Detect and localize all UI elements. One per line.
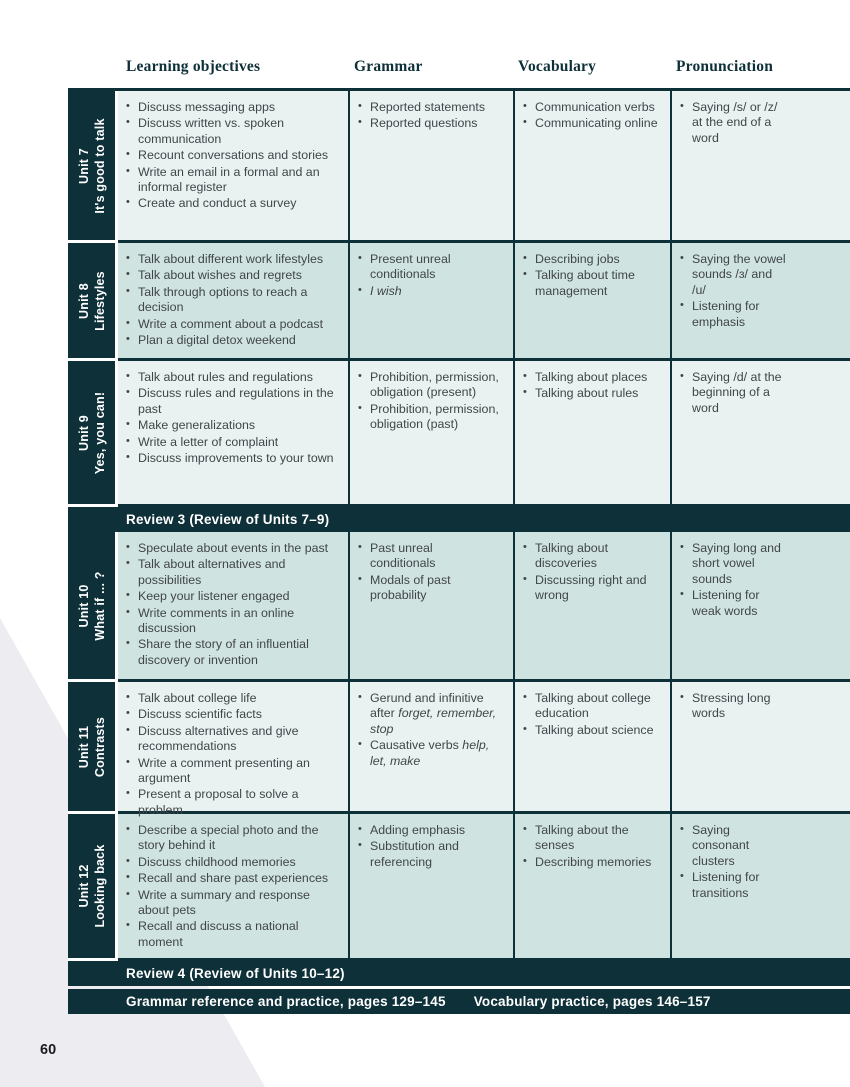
objectives-cell xyxy=(118,814,348,961)
pronunciation-cell xyxy=(670,814,850,961)
objectives-item: • Speculate about events in the past xyxy=(126,541,336,556)
review-label: Review 3 (Review of Units 7–9) xyxy=(126,512,330,527)
vocabulary-item: • Talking about the senses xyxy=(523,823,658,854)
vocabulary-item: • Talking about discoveries xyxy=(523,541,658,572)
unit-row xyxy=(68,532,850,682)
grammar-cell xyxy=(348,682,513,814)
vocabulary-list xyxy=(523,691,658,738)
unit-number: Unit 9 xyxy=(76,414,91,451)
unit-number: Unit 10 xyxy=(76,583,91,628)
unit-tab-label xyxy=(76,391,108,474)
vocabulary-list xyxy=(523,823,658,870)
vocabulary-list xyxy=(523,370,658,402)
grammar-item: • I wish xyxy=(358,284,501,299)
objectives-cell xyxy=(118,91,348,243)
grammar-cell xyxy=(348,91,513,243)
objectives-item: • Discuss scientific facts xyxy=(126,707,336,722)
grammar-list xyxy=(358,252,501,299)
objectives-list xyxy=(126,823,336,950)
pronunciation-item: • Saying consonant clusters xyxy=(680,823,788,869)
vocabulary-cell xyxy=(513,361,670,507)
objectives-item: • Talk about college life xyxy=(126,691,336,706)
vocabulary-cell xyxy=(513,682,670,814)
vocabulary-item: • Talking about time management xyxy=(523,268,658,299)
objectives-item: • Recall and discuss a national moment xyxy=(126,919,336,950)
unit-row xyxy=(68,243,850,361)
pronunciation-cell xyxy=(670,361,850,507)
vocabulary-list xyxy=(523,100,658,132)
objectives-item: • Discuss rules and regulations in the past xyxy=(126,386,336,417)
vocabulary-item: • Communicating online xyxy=(523,116,658,131)
pronunciation-list xyxy=(680,823,788,901)
grammar-cell xyxy=(348,243,513,361)
grammar-reference-label: Grammar reference and practice, pages 129–145 xyxy=(126,994,446,1009)
objectives-item: • Write a comment presenting an argument xyxy=(126,756,336,787)
column-headers xyxy=(68,58,850,82)
objectives-item: • Talk through options to reach a decision xyxy=(126,285,336,316)
unit-title: Lifestyles xyxy=(92,270,107,331)
vocabulary-cell xyxy=(513,814,670,961)
unit-row xyxy=(68,91,850,243)
unit-tab-label xyxy=(76,845,108,928)
objectives-cell xyxy=(118,682,348,817)
scope-and-sequence-table xyxy=(68,88,850,1014)
grammar-item: • Causative verbs help, let, make xyxy=(358,738,501,769)
vocabulary-item: • Talking about college education xyxy=(523,691,658,722)
grammar-item: • Adding emphasis xyxy=(358,823,501,838)
grammar-cell xyxy=(348,361,513,507)
vocabulary-item: • Describing jobs xyxy=(523,252,658,267)
pronunciation-item: • Saying long and short vowel sounds xyxy=(680,541,788,587)
objectives-item: • Write a comment about a podcast xyxy=(126,317,336,332)
objectives-item: • Recall and share past experiences xyxy=(126,871,336,886)
header-grammar: Grammar xyxy=(354,58,423,75)
unit-tab xyxy=(68,814,118,961)
unit-number: Unit 12 xyxy=(76,864,91,908)
objectives-cell xyxy=(118,361,348,507)
objectives-item: • Talk about alternatives and possibilities xyxy=(126,557,336,588)
objectives-item: • Create and conduct a survey xyxy=(126,196,336,211)
header-vocabulary: Vocabulary xyxy=(518,58,597,75)
objectives-item: • Discuss childhood memories xyxy=(126,855,336,870)
unit-tab xyxy=(68,532,118,682)
vocabulary-list xyxy=(523,541,658,604)
unit-tab-label xyxy=(76,271,108,331)
pronunciation-list xyxy=(680,252,788,330)
grammar-item: • Prohibition, permission, obligation (past) xyxy=(358,402,501,433)
pronunciation-item: • Saying /d/ at the beginning of a word xyxy=(680,370,788,416)
objectives-item: • Write a summary and response about pets xyxy=(126,888,336,919)
grammar-item: • Reported questions xyxy=(358,116,501,131)
grammar-cell xyxy=(348,814,513,961)
review-label: Review 4 (Review of Units 10–12) xyxy=(126,966,345,981)
objectives-item: • Make generalizations xyxy=(126,418,336,433)
vocabulary-item: • Describing memories xyxy=(523,855,658,870)
grammar-item: • Modals of past probability xyxy=(358,573,501,604)
objectives-item: • Write a letter of complaint xyxy=(126,435,336,450)
objectives-item: • Describe a special photo and the story behind it xyxy=(126,823,336,854)
objectives-list xyxy=(126,100,336,212)
grammar-item: • Present unreal conditionals xyxy=(358,252,501,283)
vocabulary-item: • Talking about rules xyxy=(523,386,658,401)
pronunciation-item: • Saying /s/ or /z/ at the end of a word xyxy=(680,100,788,146)
vocabulary-item: • Discussing right and wrong xyxy=(523,573,658,604)
pronunciation-list xyxy=(680,541,788,619)
unit-tab xyxy=(68,682,118,814)
vocabulary-item: • Talking about places xyxy=(523,370,658,385)
unit-tab xyxy=(68,361,118,507)
review-band xyxy=(68,507,850,532)
objectives-item: • Present a proposal to solve a problem xyxy=(126,787,336,818)
pronunciation-list xyxy=(680,370,788,416)
pronunciation-item: • Listening for transitions xyxy=(680,870,788,901)
unit-number: Unit 11 xyxy=(76,725,91,768)
vocabulary-item: • Talking about science xyxy=(523,723,658,738)
objectives-item: • Discuss improvements to your town xyxy=(126,451,336,466)
grammar-item: • Substitution and referencing xyxy=(358,839,501,870)
pronunciation-item: • Stressing long words xyxy=(680,691,788,722)
objectives-item: • Talk about wishes and regrets xyxy=(126,268,336,283)
objectives-list xyxy=(126,691,336,818)
objectives-item: • Share the story of an influential discovery or invention xyxy=(126,637,336,668)
objectives-item: • Talk about rules and regulations xyxy=(126,370,336,385)
pronunciation-cell xyxy=(670,91,850,243)
unit-tab xyxy=(68,91,118,243)
unit-row xyxy=(68,361,850,507)
review-band xyxy=(68,961,850,986)
objectives-cell xyxy=(118,243,348,361)
unit-tab-label xyxy=(76,571,108,640)
vocabulary-cell xyxy=(513,91,670,243)
grammar-list xyxy=(358,100,501,132)
objectives-list xyxy=(126,252,336,348)
objectives-item: • Write an email in a formal and an informal register xyxy=(126,165,336,196)
header-learning-objectives: Learning objectives xyxy=(126,58,261,75)
reference-footer-band xyxy=(68,989,850,1014)
objectives-item: • Talk about different work lifestyles xyxy=(126,252,336,267)
header-pronunciation: Pronunciation xyxy=(676,58,774,75)
vocabulary-practice-label: Vocabulary practice, pages 146–157 xyxy=(473,994,711,1009)
vocabulary-list xyxy=(523,252,658,299)
objectives-list xyxy=(126,370,336,466)
unit-tab-label xyxy=(76,716,108,776)
objectives-item: • Recount conversations and stories xyxy=(126,148,336,163)
pronunciation-list xyxy=(680,100,788,146)
unit-title: It's good to talk xyxy=(92,117,107,214)
unit-row xyxy=(68,814,850,961)
objectives-list xyxy=(126,541,336,668)
pronunciation-cell xyxy=(670,532,850,682)
vocabulary-item: • Communication verbs xyxy=(523,100,658,115)
objectives-item: • Keep your listener engaged xyxy=(126,589,336,604)
grammar-list xyxy=(358,541,501,604)
unit-row xyxy=(68,682,850,817)
pronunciation-list xyxy=(680,691,788,722)
grammar-item: • Reported statements xyxy=(358,100,501,115)
unit-title: Yes, you can! xyxy=(92,391,107,474)
unit-number: Unit 8 xyxy=(76,282,91,319)
unit-number: Unit 7 xyxy=(76,147,91,184)
page-number: 60 xyxy=(40,1042,57,1058)
grammar-item: • Past unreal conditionals xyxy=(358,541,501,572)
pronunciation-cell xyxy=(670,243,850,361)
grammar-cell xyxy=(348,532,513,682)
pronunciation-item: • Listening for emphasis xyxy=(680,299,788,330)
unit-title: Contrasts xyxy=(92,716,107,777)
unit-tab xyxy=(68,243,118,361)
grammar-list xyxy=(358,823,501,870)
objectives-item: • Write comments in an online discussion xyxy=(126,606,336,637)
pronunciation-item: • Saying the vowel sounds /ɜ/ and /u/ xyxy=(680,252,788,298)
grammar-list xyxy=(358,370,501,433)
unit-title: What if ... ? xyxy=(92,570,107,641)
grammar-list xyxy=(358,691,501,769)
objectives-item: • Plan a digital detox weekend xyxy=(126,333,336,348)
unit-title: Looking back xyxy=(92,844,107,928)
grammar-item: • Gerund and infinitive after forget, remember, stop xyxy=(358,691,501,737)
vocabulary-cell xyxy=(513,532,670,682)
pronunciation-cell xyxy=(670,682,850,814)
objectives-item: • Discuss alternatives and give recommendations xyxy=(126,724,336,755)
unit-tab-label xyxy=(76,118,108,213)
vocabulary-cell xyxy=(513,243,670,361)
pronunciation-item: • Listening for weak words xyxy=(680,588,788,619)
objectives-cell xyxy=(118,532,348,682)
objectives-item: • Discuss written vs. spoken communication xyxy=(126,116,336,147)
objectives-item: • Discuss messaging apps xyxy=(126,100,336,115)
grammar-item: • Prohibition, permission, obligation (present) xyxy=(358,370,501,401)
